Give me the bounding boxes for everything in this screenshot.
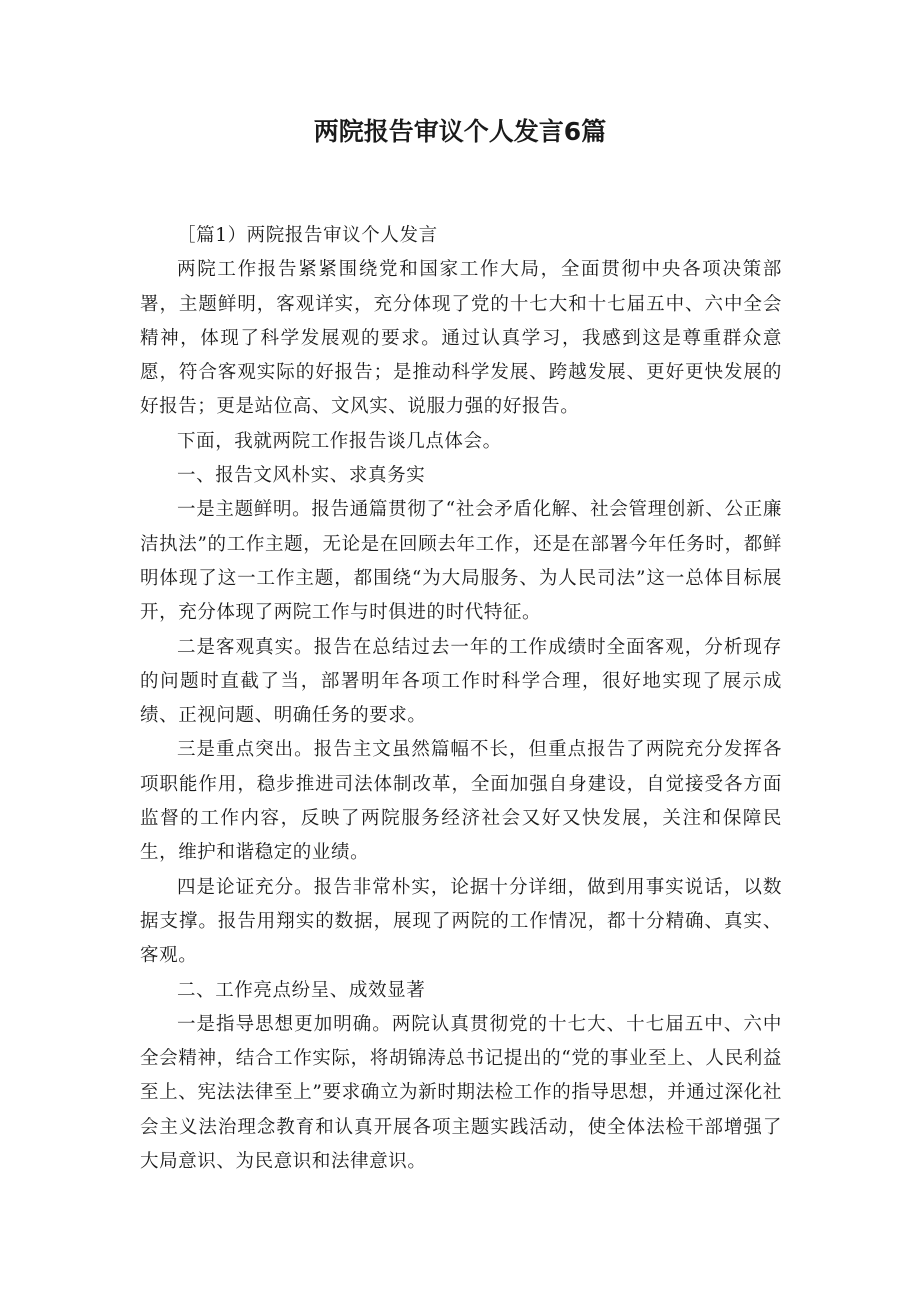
section-heading: 一、报告文风朴实、求真务实 xyxy=(177,465,426,487)
paragraph: 二是客观真实。报告在总结过去一年的工作成绩时全面客观，分析现存的问题时直截了当，部署明年各项工作时科学合理，很好地实现了展示成绩、正视问题、明确任务的要求。 xyxy=(140,636,782,727)
paragraph: 下面，我就两院工作报告谈几点体会。 xyxy=(177,430,502,452)
paragraph: 三是重点突出。报告主文虽然篇幅不长，但重点报告了两院充分发挥各项职能作用，稳步推进司法体制改革，全面加强自身建设，自觉接受各方面监督的工作内容，反映了两院服务经济社会又好又快发展，关注和保障民生，维护和谐稳定的业绩。 xyxy=(140,739,782,864)
paragraph: 四是论证充分。报告非常朴实，论据十分详细，做到用事实说话，以数据支撑。报告用翔实的数据，展现了两院的工作情况，都十分精确、真实、客观。 xyxy=(140,876,782,967)
section-heading: 二、工作亮点纷呈、成效显著 xyxy=(177,979,426,1001)
section-heading: ［篇1）两院报告审议个人发言 xyxy=(177,225,438,246)
paragraph: 两院工作报告紧紧围绕党和国家工作大局，全面贯彻中央各项决策部署，主题鲜明，客观详实，充分体现了党的十七大和十七届五中、六中全会精神，体现了科学发展观的要求。通过认真学习，我感到这是尊重群众意愿，符合客观实际的好报告；是推动科学发展、跨越发展、更好更快发展的好报告；更是站位高、文风实、说服力强的好报告。 xyxy=(140,259,782,418)
document-title: 两院报告审议个人发言6篇 xyxy=(313,117,607,146)
paragraph: 一是主题鲜明。报告通篇贯彻了“社会矛盾化解、社会管理创新、公正廉洁执法”的工作主题，无论是在回顾去年工作，还是在部署今年任务时，都鲜明体现了这一工作主题，都围绕“为大局服务、为人民司法”这一总体目标展开，充分体现了两院工作与时俱进的时代特征。 xyxy=(140,499,782,624)
paragraph: 一是指导思想更加明确。两院认真贯彻党的十七大、十七届五中、六中全会精神，结合工作实际，将胡锦涛总书记提出的“党的事业至上、人民利益至上、宪法法律至上”要求确立为新时期法检工作的指导思想，并通过深化社会主义法治理念教育和认真开展各项主题实践活动，使全体法检干部增强了大局意识、为民意识和法律意识。 xyxy=(140,1013,782,1173)
document-body xyxy=(140,219,782,1179)
